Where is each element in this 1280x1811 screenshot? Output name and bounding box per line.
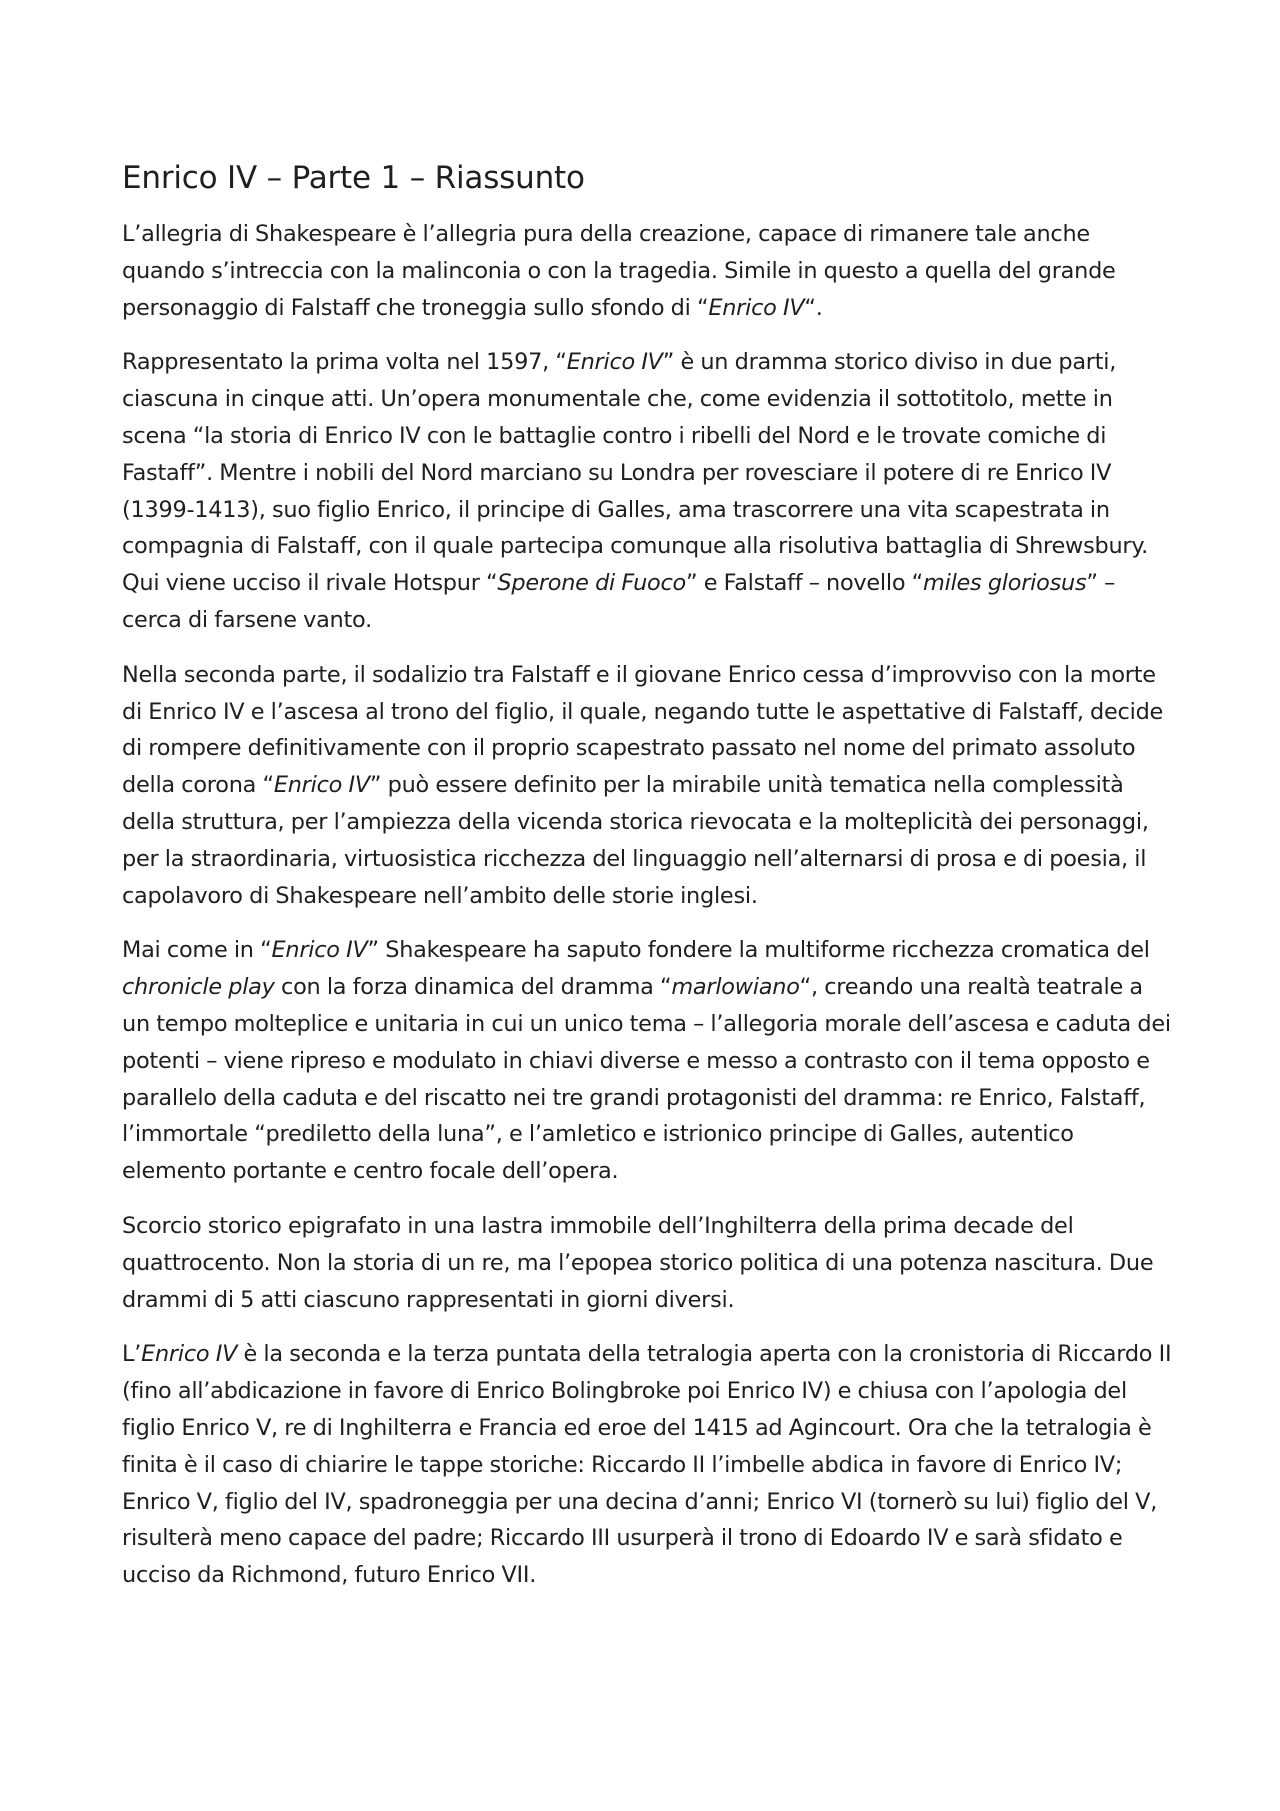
text-run: ” può essere definito per la mirabile unità tematica nella complessità della struttura, per l’ampiezza della vicenda storica rievocata e la molteplicità dei personaggi, per la straordinaria, virtuosistica ricchezza del linguaggio nell’alternarsi di prosa e di poesia, il capolavoro di Shakespeare nell’ambito delle storie inglesi. [122,772,1149,909]
text-run: ” e Falstaff – novello “ [686,570,924,597]
paragraph [122,216,1172,326]
text-run: ” Shakespeare ha saputo fondere la multiforme ricchezza cromatica del [367,937,1150,964]
text-run: “. [804,294,823,321]
text-run: è la seconda e la terza puntata della tetralogia aperta con la cronistoria di Riccardo II (fino all’abdicazione in favore di Enrico Bolingbroke poi Enrico IV) e chiusa con l’apologia del figlio Enrico V, re di Inghilterra e Francia ed eroe del 1415 ad Agincourt. Ora che la tetralogia è finita è il caso di chiarire le tappe storiche: Riccardo II l’imbelle abdica in favore di Enrico IV; Enrico V, figlio del IV, spadroneggia per una decina d’anni; Enrico VI (tornerò su lui) figlio del V, risulterà meno capace del padre; Riccardo III usurperà il trono di Edoardo IV e sarà sfidato e ucciso da Richmond, futuro Enrico VII. [122,1341,1172,1589]
text-run: “, creando una realtà teatrale a un tempo molteplice e unitaria in cui un unico tema – l’allegoria morale dell’ascesa e caduta dei potenti – viene ripreso e modulato in chiavi diverse e messo a contrasto con il tema opposto e parallelo della caduta e del riscatto nei tre grandi protagonisti del dramma: re Enrico, Falstaff, l’immortale “prediletto della luna”, e l’amletico e istrionico principe di Galles, autentico elemento portante e centro focale dell’opera. [122,974,1171,1185]
paragraph [122,1336,1172,1594]
paragraph [122,344,1172,638]
text-run: Scorcio storico epigrafato in una lastra immobile dell’Inghilterra della prima decade del quattrocento. Non la storia di un re, ma l’epopea storico politica di una potenza nascitura. Due drammi di 5 atti ciascuno rappresentati in giorni diversi. [122,1212,1154,1313]
italic-text: Sperone di Fuoco [497,570,687,597]
document-page [122,158,1172,1612]
paragraph [122,657,1172,915]
text-run: Mai come in “ [122,937,272,964]
italic-text: Enrico IV [271,937,368,964]
text-run: L’allegria di Shakespeare è l’allegria pura della creazione, capace di rimanere tale anche quando s’intreccia con la malinconia o con la tragedia. Simile in questo a quella del grande personaggio di Falstaff che troneggia sullo sfondo di “ [122,221,1116,321]
italic-text: Enrico IV [708,294,805,321]
text-run: Nella seconda parte, il sodalizio tra Falstaff e il giovane Enrico cessa d’improvviso con la morte di Enrico IV e l’ascesa al trono del figlio, il quale, negando tutte le aspettative di Falstaff, decide di rompere definitivamente con il proprio scapestrato passato nel nome del primato assoluto della corona “ [122,661,1164,799]
italic-text: marlowiano [671,974,800,1001]
document-title: Enrico IV – Parte 1 – Riassunto [122,160,585,196]
italic-text: chronicle play [122,974,275,1001]
text-run: Rappresentato la prima volta nel 1597, “ [122,349,567,376]
italic-text: Enrico IV [566,349,663,376]
italic-text: miles gloriosus [923,570,1087,597]
paragraph [122,932,1172,1190]
document-body [122,216,1172,1594]
italic-text: Enrico IV [273,772,370,799]
paragraph [122,1208,1172,1318]
text-run: ” è un dramma storico diviso in due parti, ciascuna in cinque atti. Un’opera monumentale che, come evidenzia il sottotitolo, mette in scena “la storia di Enrico IV con le battaglie contro i ribelli del Nord e le trovate comiche di Fastaff”. Mentre i nobili del Nord marciano su Londra per rovesciare il potere di re Enrico IV (1399-1413), suo figlio Enrico, il principe di Galles, ama trascorrere una vita scapestrata in compagnia di Falstaff, con il quale partecipa comunque alla risolutiva battaglia di Shrewsbury. Qui viene ucciso il rivale Hotspur “ [122,349,1149,597]
text-run: L’ [122,1341,142,1368]
text-run: ” – cerca di farsene vanto. [122,570,1116,633]
italic-text: Enrico IV [141,1341,238,1368]
text-run: con la forza dinamica del dramma “ [274,974,672,1001]
